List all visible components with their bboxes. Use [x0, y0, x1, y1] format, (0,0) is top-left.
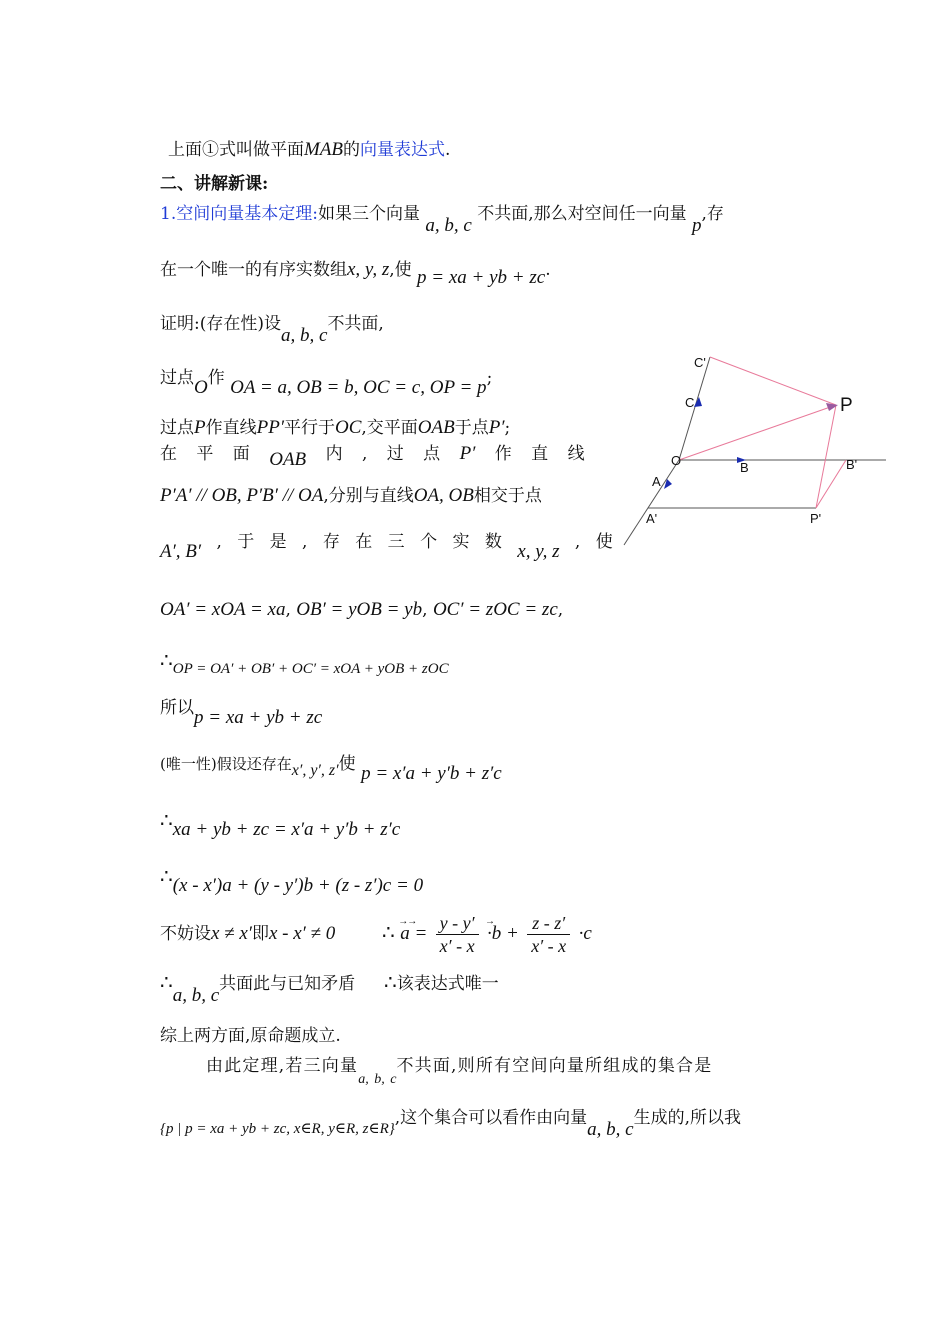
proof-line-2: 过点O作 OA = a, OB = b, OC = c, OP = p;	[160, 368, 493, 398]
label-c1: C'	[694, 355, 706, 370]
label-c: C	[685, 395, 695, 410]
proof-line-3: 过点P作直线PP′平行于OC,交平面OAB于点P′;	[160, 417, 511, 438]
label-p: P	[840, 395, 853, 416]
proof-line-5: P′A′ // OB, P′B′ // OA,分别与直线OA, OB相交于点	[160, 485, 542, 506]
line-o-p	[679, 405, 836, 460]
theorem-line-2: 在一个唯一的有序实数组x, y, z,使 p = xa + yb + zc.	[160, 259, 551, 288]
theorem-name[interactable]: 空间向量基本定理:	[176, 204, 318, 224]
line-o-c1	[679, 357, 710, 460]
proof-line-11: ∴xa + yb + zc = x′a + y′b + z′c	[160, 808, 401, 840]
line-c1-p	[710, 357, 836, 405]
proof-line-1: 证明:(存在性)设a, b, c不共面,	[160, 314, 384, 346]
proof-line-9: 所以p = xa + yb + zc	[160, 698, 323, 728]
conclusion-line-2: {p | p = xa + yb + zc, x∈R, y∈R, z∈R},这个集合可以看作由向量a, b, c生成的,所以我	[160, 1108, 741, 1140]
label-o: O	[671, 453, 682, 468]
proof-line-6: A′, B′ , 于 是 , 存 在 三 个 实 数 x, y, z , 使	[160, 532, 613, 562]
proof-line-10: (唯一性)假设还存在x′, y′, z′使 p = x′a + y′b + z′c	[160, 754, 502, 784]
label-a1: A'	[646, 511, 658, 526]
line-o-a-extended	[624, 460, 679, 545]
proof-line-14: ∴a, b, c共面此与已知矛盾 ∴该表达式唯一	[160, 970, 499, 1006]
proof-line-8: ∴OP = OA′ + OB′ + OC′ = xOA + yOB + zOC	[160, 648, 449, 677]
proof-line-12: ∴(x - x′)a + (y - y′)b + (z - z′)c = 0	[160, 864, 424, 896]
fraction-z: $\frac{z - z'}{x' - x}$	[527, 912, 570, 957]
label-a: A	[652, 474, 661, 489]
label-b: B	[740, 460, 749, 475]
proof-line-15: 综上两方面,原命题成立.	[160, 1026, 341, 1046]
arrow-p	[826, 403, 838, 411]
fraction-y: $\frac{y - y'}{x' - x}$	[436, 912, 479, 957]
proof-line-13: 不妨设x ≠ x′即x - x′ ≠ 0 ∴ →→ a = $\frac{y - y'}{x' - x}$ → ·b + $\frac{z - z'}{x' - x}$ ·c	[160, 912, 592, 957]
vector-decomposition-figure	[620, 345, 890, 555]
theorem-line-1: 1.空间向量基本定理:如果三个向量 a, b, c 不共面,那么对空间任一向量 p,存	[160, 204, 724, 236]
line-plane-expression: 上面①式叫做平面MAB的向量表达式.	[168, 139, 451, 160]
label-b1: B'	[846, 457, 858, 472]
proof-line-4: 在 平 面 OAB 内 , 过 点 P′ 作 直 线	[160, 443, 585, 470]
conclusion-line-1: 由此定理,若三向量$_{a, b, c}$不共面,则所有空间向量所组成的集合是	[206, 1056, 713, 1087]
section-title: 二、讲解新课:	[160, 174, 269, 194]
label-p1: P'	[810, 511, 822, 526]
proof-line-7: OA′ = xOA = xa, OB′ = yOB = yb, OC′ = zOC = zc,	[160, 599, 564, 620]
vector-expression-link[interactable]: 向量表达式	[360, 140, 446, 160]
